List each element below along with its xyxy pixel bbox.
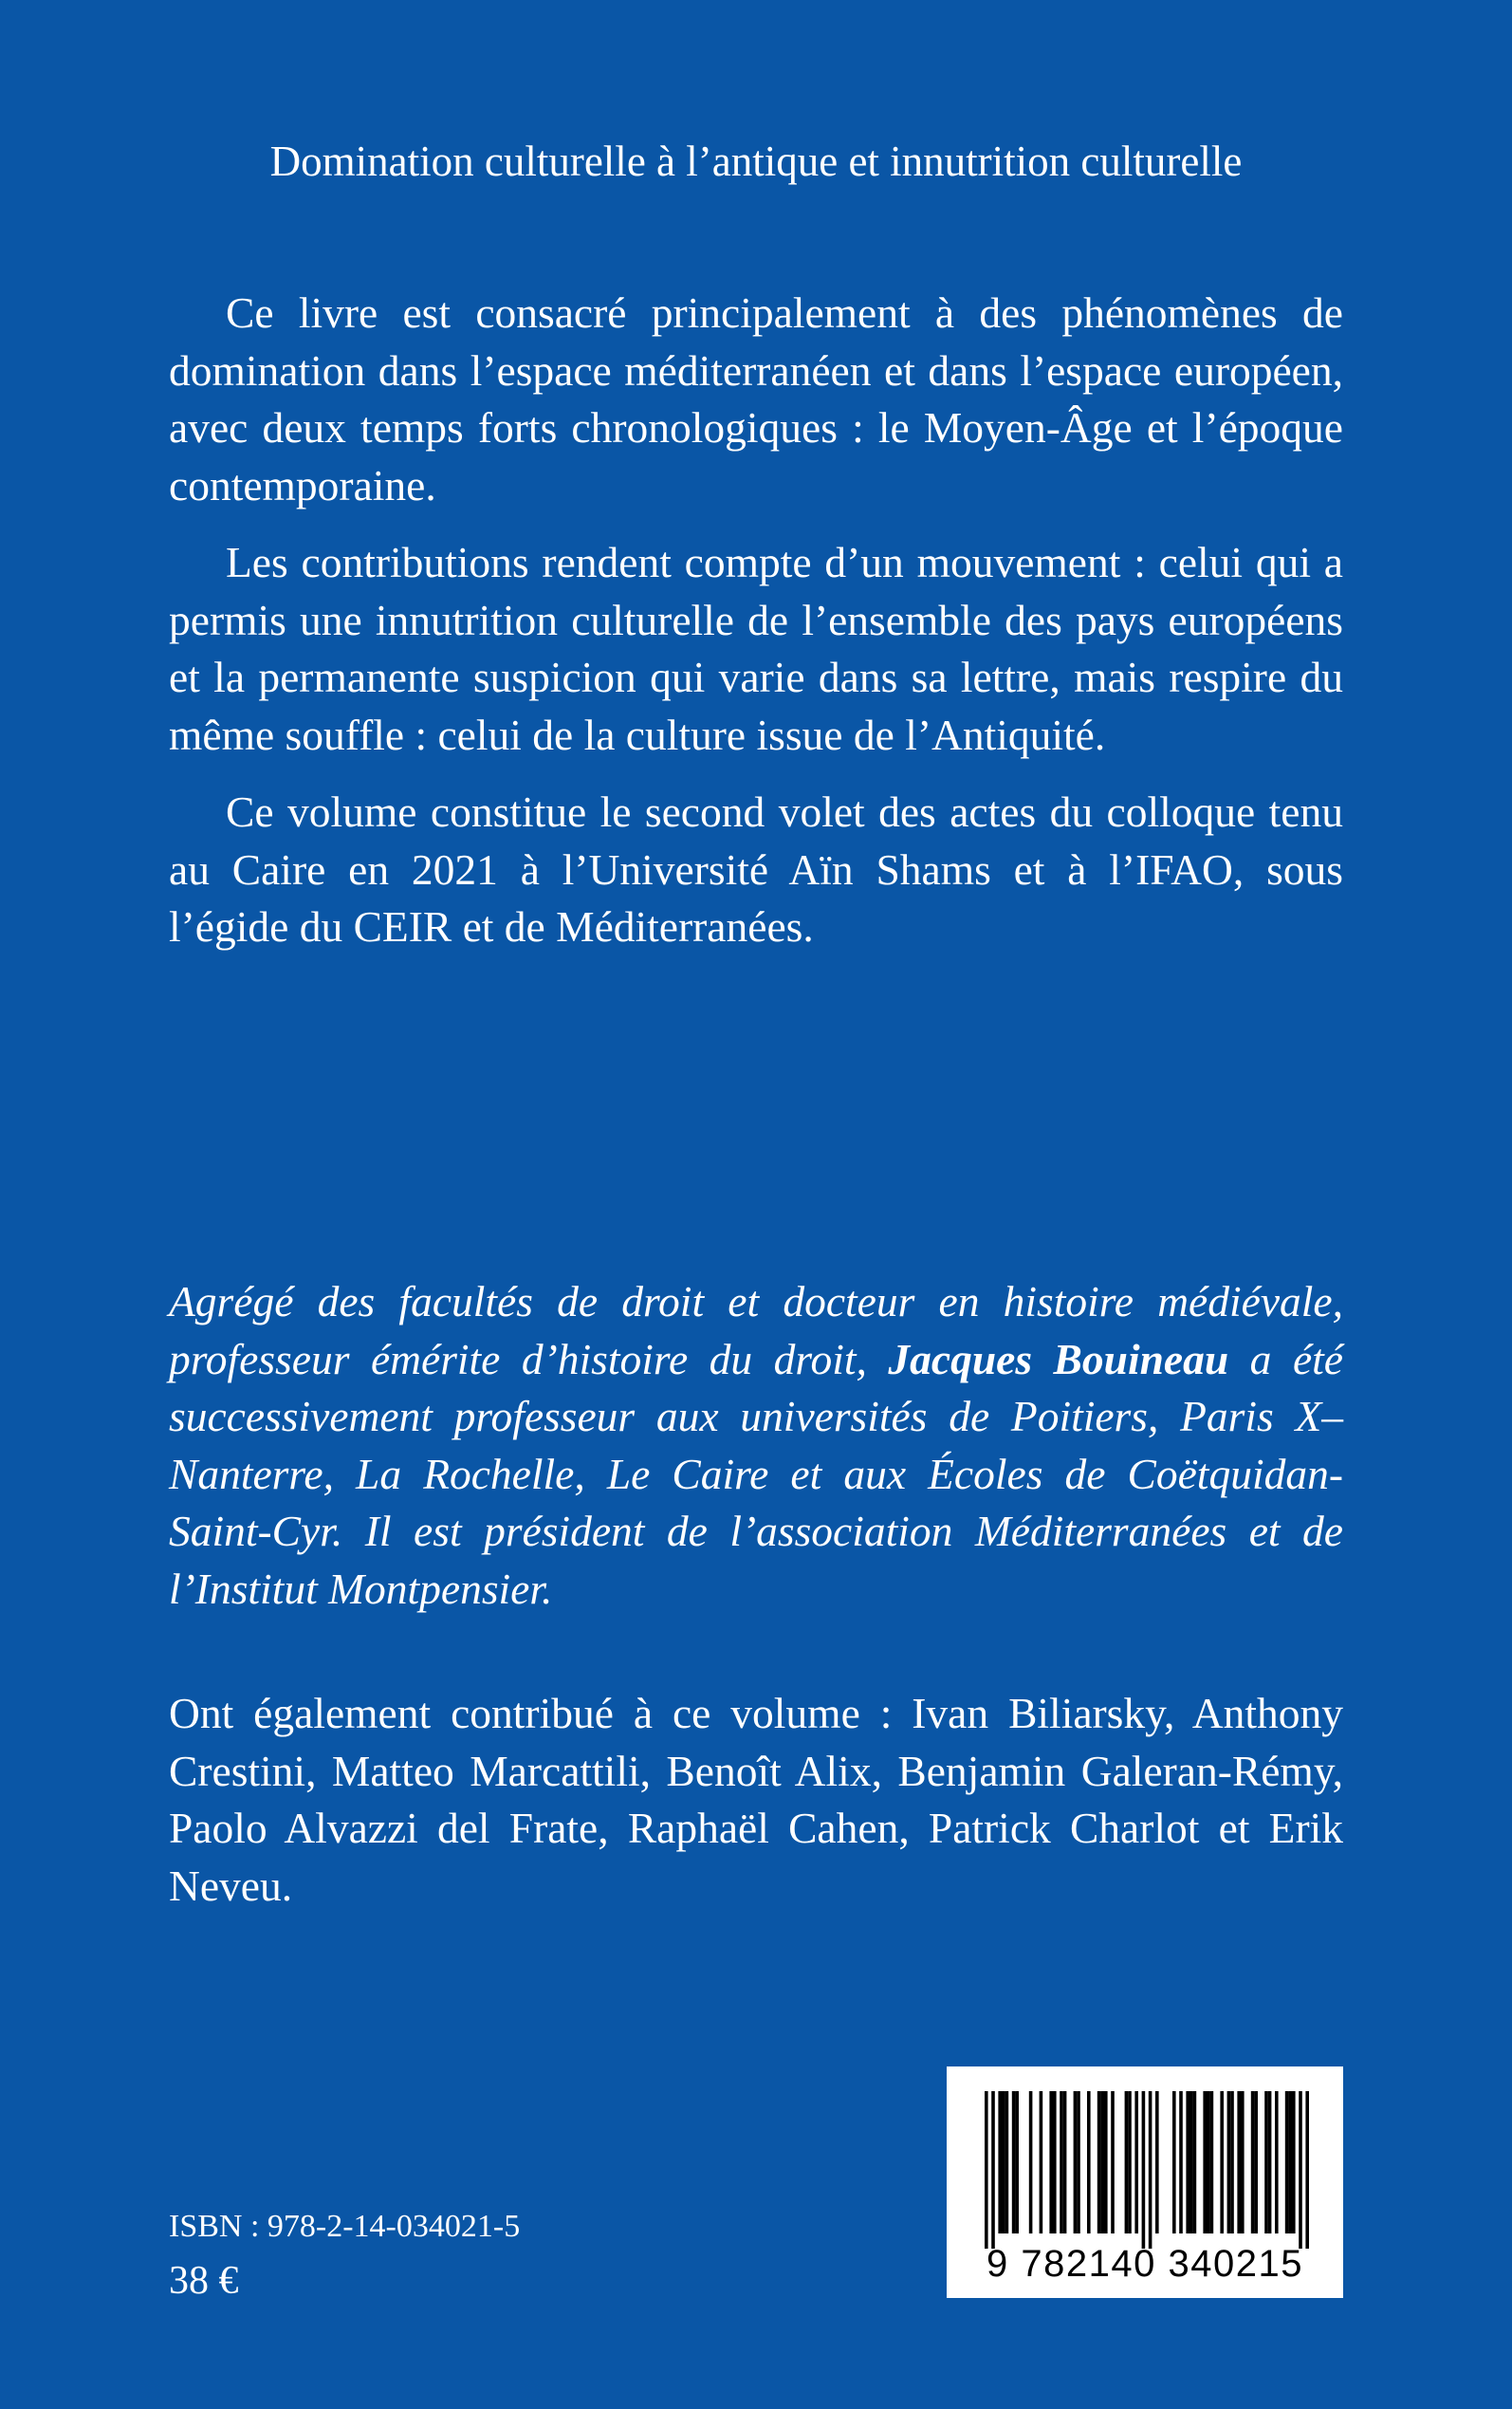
barcode-bar: [1241, 2091, 1245, 2233]
barcode-bar: [1210, 2091, 1214, 2233]
barcode-bar: [1292, 2091, 1296, 2233]
barcode-bar: [1053, 2091, 1057, 2233]
barcode-bar: [1002, 2091, 1005, 2233]
barcode-bar: [1142, 2091, 1146, 2249]
barcode-bar: [1237, 2091, 1241, 2233]
barcode-bar: [1104, 2091, 1108, 2233]
barcode-bar: [1288, 2091, 1292, 2233]
barcode-bar: [991, 2091, 995, 2249]
barcode-bar: [1049, 2091, 1053, 2233]
barcode-bar: [985, 2091, 988, 2249]
barcode-digits: 9 782140 340215: [986, 2243, 1303, 2285]
barcode-bar: [1268, 2091, 1272, 2233]
contributors-section: [169, 1685, 1343, 1915]
barcode-bar: [1063, 2091, 1067, 2233]
barcode-bar: [1097, 2091, 1101, 2233]
barcode-bar: [1275, 2091, 1279, 2233]
summary-paragraph: Les contributions rendent compte d’un mouvement : celui qui a permis une innutrition culturelle de l’ensemble des pays européens et la permanente suspicion qui varie dans sa lettre, mais respire du même souffle : celui de la culture issue de l’Antiquité.: [169, 538, 1343, 759]
contributors-text: Ont également contribué à ce volume : Ivan Biliarsky, Anthony Crestini, Matteo Marcattili, Benoît Alix, Benjamin Galeran-Rémy, Paolo Alvazzi del Frate, Raphaël Cahen, Patrick Charlot et Erik Neveu.: [169, 1689, 1343, 1910]
barcode-bar: [1203, 2091, 1207, 2233]
barcode-bar: [1077, 2091, 1080, 2233]
barcode-bar: [1264, 2091, 1268, 2233]
barcode-bar: [1186, 2091, 1189, 2233]
barcode-bar: [1074, 2091, 1078, 2233]
summary-paragraph: Ce livre est consacré principalement à des phénomènes de domination dans l’espace méditerranéen et dans l’espace européen, avec deux temps forts chronologiques : le Moyen-Âge et l’époque contemporaine.: [169, 288, 1343, 510]
barcode-bar: [1155, 2091, 1159, 2233]
barcode-bar: [1285, 2091, 1289, 2233]
barcode-bar: [1172, 2091, 1176, 2233]
barcode-bar: [1125, 2091, 1129, 2233]
barcode-bar: [1060, 2091, 1063, 2233]
barcode-bar: [1207, 2091, 1210, 2233]
isbn-label: ISBN : 978-2-14-034021-5: [169, 2209, 521, 2244]
author-bio-intro: Agrégé des facultés de droit et docteur en histoire médiévale, professeur émérite d’histoire du droit,: [169, 1277, 1343, 1383]
barcode-bar: [1193, 2091, 1197, 2233]
author-bio-rest: a été successivement professeur aux universités de Poitiers, Paris X–Nanterre, La Rochelle, Le Caire et aux Écoles de Coëtquidan-Saint-Cyr. Il est président de l’association Méditerranées et de l’Institut Montpensier.: [169, 1334, 1343, 1613]
price-label: 38 €: [169, 2259, 239, 2303]
author-name: Jacques Bouineau: [888, 1334, 1229, 1383]
author-bio: [169, 1273, 1343, 1618]
barcode-bar: [1227, 2091, 1231, 2233]
book-summary: [169, 285, 1343, 956]
barcode-bar: [998, 2091, 1002, 2233]
barcode-bar: [1230, 2091, 1234, 2233]
barcode-bar: [1179, 2091, 1183, 2233]
barcode-bar: [1012, 2091, 1016, 2233]
barcode-bar: [1149, 2091, 1152, 2249]
barcode-bar: [1189, 2091, 1193, 2233]
book-title: Domination culturelle à l’antique et innutrition culturelle: [269, 138, 1243, 185]
barcode-bar: [1100, 2091, 1104, 2233]
barcode-bar: [1128, 2091, 1132, 2233]
summary-paragraph: Ce volume constitue le second volet des actes du colloque tenu au Caire en 2021 à l’Université Aïn Shams et à l’IFAO, sous l’égide du CEIR et de Méditerranées.: [169, 788, 1343, 951]
barcode-bar: [1005, 2091, 1009, 2233]
barcode-bar: [1220, 2091, 1224, 2233]
barcode-bar: [1134, 2091, 1138, 2233]
barcode-bar: [1299, 2091, 1302, 2249]
author-bio-text: [169, 1273, 1343, 1618]
barcode-bar: [1015, 2091, 1019, 2233]
barcode-bar: [1251, 2091, 1255, 2233]
barcode-bar: [1305, 2091, 1309, 2249]
barcode-bar: [1087, 2091, 1091, 2233]
barcode-bar: [1029, 2091, 1033, 2233]
barcode-bar: [1254, 2091, 1258, 2233]
barcode-bar: [1040, 2091, 1043, 2233]
barcode-bar: [1111, 2091, 1115, 2233]
barcode: [947, 2066, 1343, 2298]
